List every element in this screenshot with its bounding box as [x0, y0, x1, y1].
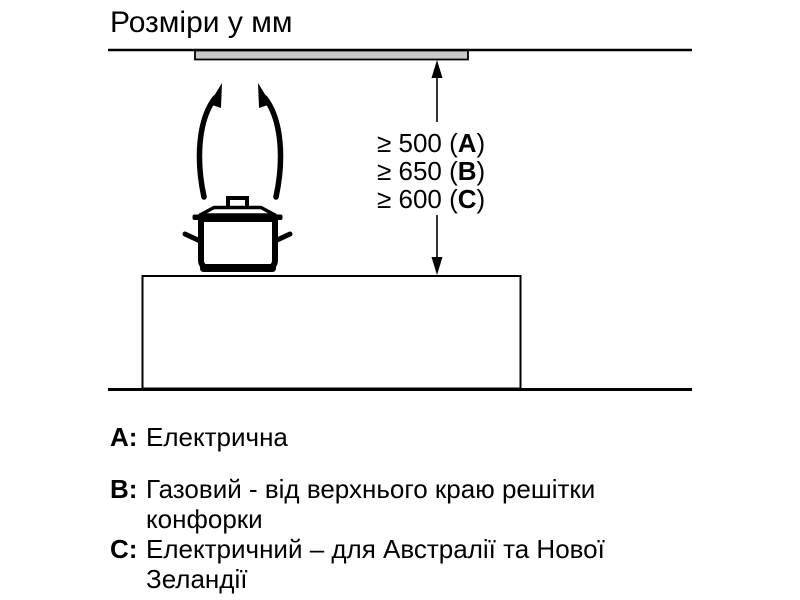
legend-label-c: C: — [110, 534, 138, 564]
dimension-arrowhead-down — [432, 257, 443, 275]
dimension-label-a: ≥ 500 (A) — [377, 128, 486, 158]
legend-item-a — [110, 422, 288, 452]
legend-text-b: Газовий - від верхнього краю решітки конфорки — [146, 474, 596, 534]
dimension-c-value: ≥ 600 ( — [377, 184, 458, 214]
built-in-hood-icon — [195, 51, 468, 60]
dimension-c-letter: C — [457, 184, 477, 214]
pot-handle-left — [185, 234, 200, 241]
dimension-b-letter: B — [457, 156, 477, 186]
dimension-labels — [377, 129, 485, 213]
dimension-a-letter: A — [457, 128, 477, 158]
steam-arrow-left-head — [209, 83, 222, 108]
legend-label-b: B: — [110, 474, 138, 504]
legend-label-a: A: — [110, 422, 138, 452]
dimension-label-b: ≥ 650 (B) — [377, 156, 486, 186]
steam-arrow-right-head — [258, 83, 271, 108]
legend-text-c: Електричний – для Австралії та Нової Зеландії — [146, 534, 605, 594]
steam-arrow-right — [265, 98, 281, 197]
steam-arrow-left — [199, 98, 215, 197]
cooking-pot-icon — [185, 198, 290, 272]
steam-arrows-icon — [199, 83, 280, 197]
dimension-arrowhead-up — [432, 60, 443, 78]
pot-body — [201, 219, 275, 268]
pot-lid — [200, 208, 275, 216]
legend-text-a: Електрична — [146, 422, 288, 452]
dimension-a-value: ≥ 500 ( — [377, 128, 458, 158]
legend-item-b — [110, 474, 646, 534]
page-title: Розміри у мм — [110, 6, 293, 39]
pot-base — [200, 264, 276, 272]
legend-item-c — [110, 534, 646, 594]
dimension-label-c: ≥ 600 (C) — [377, 184, 486, 214]
dimension-b-value: ≥ 650 ( — [377, 156, 458, 186]
worktop — [143, 276, 521, 389]
